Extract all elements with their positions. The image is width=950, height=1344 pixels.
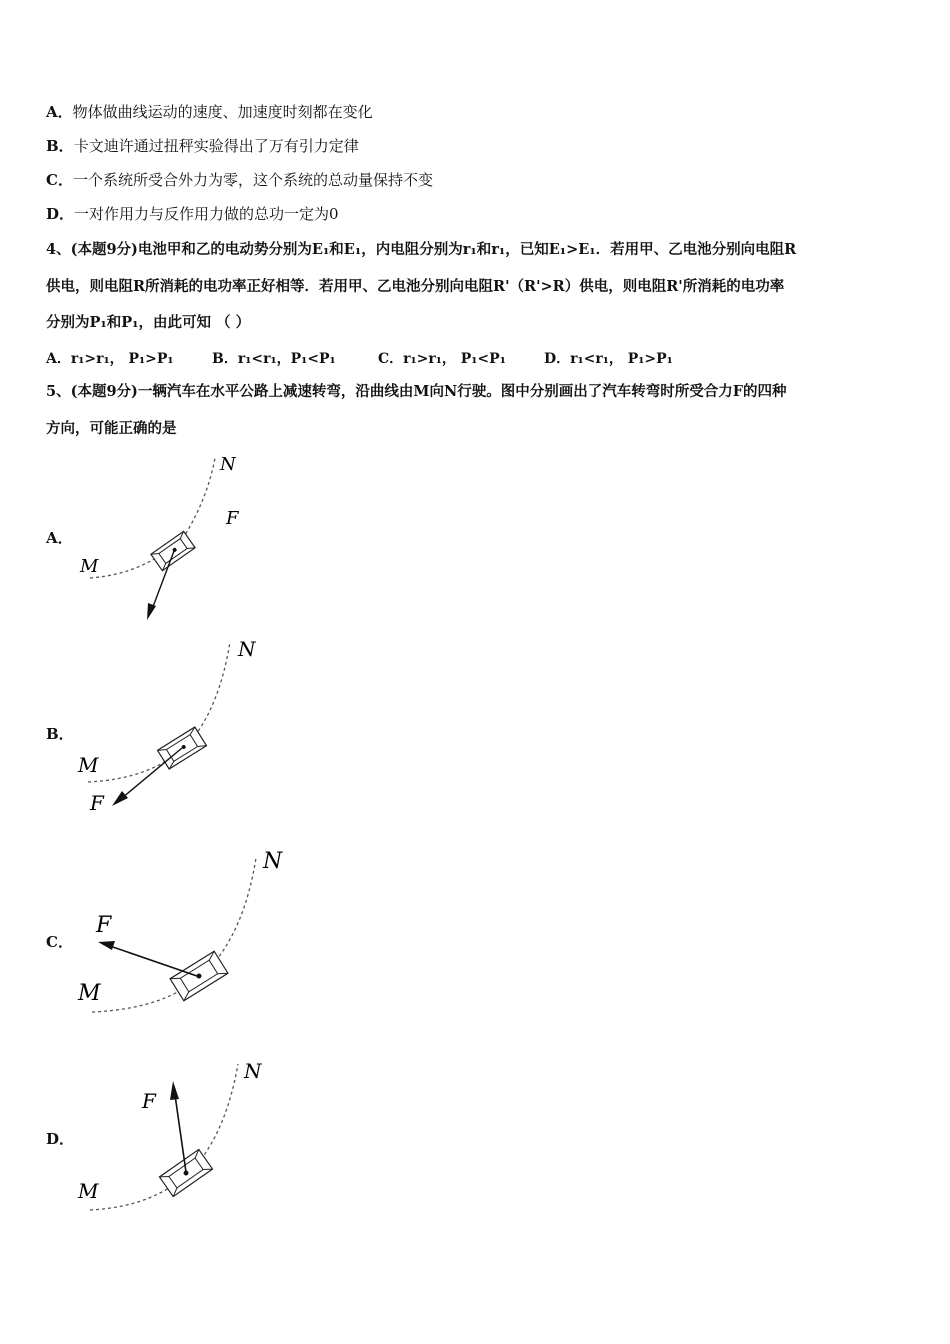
label-n: N: [244, 1059, 262, 1083]
q5-figure-d: [60, 1050, 290, 1230]
q4-choice-c: [378, 348, 544, 368]
q4-choices: [46, 348, 673, 368]
q5-line-2: [46, 419, 177, 439]
label-m: M: [78, 753, 99, 777]
q3-choice-a-text: 物体做曲线运动的速度、加速度时刻都在变化: [72, 103, 373, 121]
label-f: F: [96, 913, 112, 938]
q3-choice-c-label: C．: [46, 171, 73, 189]
q4-choice-c-text: r₁>r₁， P₁<P₁: [403, 351, 506, 367]
q4-choice-d-text: r₁<r₁， P₁>P₁: [570, 351, 673, 367]
force-arrow: [175, 1095, 186, 1172]
q5-option-d-label: D．: [46, 1130, 75, 1148]
label-n: N: [263, 849, 283, 874]
q4-line-2: [46, 277, 784, 297]
label-f: F: [142, 1089, 156, 1113]
q4-choice-b: [212, 348, 378, 368]
q4-choice-d-label: D．: [544, 351, 571, 367]
q3-choice-a: [46, 102, 373, 122]
q3-choice-b: [46, 136, 359, 156]
label-f: F: [90, 791, 104, 815]
q4-line1-text: 电池甲和乙的电动势分别为E₁和E₁，内电阻分别为r₁和r₁，已知E₁>E₁．若用甲、乙电池分别向电阻R: [137, 241, 797, 258]
q5-points: (本题9分): [70, 383, 138, 400]
q3-choice-b-text: 卡文迪许通过扭秤实验得出了万有引力定律: [73, 137, 359, 155]
label-n: N: [220, 454, 236, 475]
q4-choice-b-text: r₁<r₁，P₁<P₁: [237, 351, 336, 367]
curve-path: [88, 642, 230, 782]
q5-option-a-label: A．: [46, 529, 73, 547]
q3-choice-d: [46, 204, 339, 224]
car-icon: [170, 951, 228, 1001]
q3-choice-d-text: 一对作用力与反作用力做的总功一定为0: [74, 205, 339, 223]
force-arrowhead-icon: [147, 603, 156, 620]
q3-choice-c-text: 一个系统所受合外力为零，这个系统的总动量保持不变: [72, 171, 433, 189]
q5-line2-text: 方向，可能正确的是: [46, 420, 177, 437]
force-arrow: [122, 748, 182, 798]
q5-figure-b: [60, 630, 280, 820]
q4-line2-text: 供电，则电阻R所消耗的电功率正好相等．若用甲、乙电池分别向电阻R'（R'>R）供电，则电阻R'所消耗的电功率: [46, 278, 785, 295]
force-arrow: [110, 946, 197, 976]
label-m: M: [78, 1179, 99, 1203]
q4-choice-b-label: B．: [212, 351, 238, 367]
force-arrowhead-icon: [170, 1081, 179, 1100]
force-arrowhead-icon: [98, 941, 115, 950]
curve-path: [92, 858, 256, 1012]
q4-line-3: [46, 313, 250, 333]
q5-option-b-label: B．: [46, 725, 74, 743]
q5-line-1: [46, 382, 787, 402]
q4-line3-text: 分别为P₁和P₁，由此可知 （ ）: [46, 314, 251, 331]
label-f: F: [226, 508, 239, 529]
q3-choice-c: [46, 170, 433, 190]
force-arrowhead-icon: [112, 791, 128, 806]
q4-choice-d: [544, 348, 673, 368]
q4-points: (本题9分): [70, 241, 138, 258]
label-n: N: [238, 637, 256, 661]
q3-choice-a-label: A．: [46, 103, 73, 121]
q3-choice-d-label: D．: [46, 205, 75, 223]
q4-line-1: [46, 240, 796, 260]
label-m: M: [80, 556, 99, 577]
curve-path: [90, 458, 215, 578]
q5-figure-a: [60, 450, 280, 630]
curve-path: [90, 1064, 238, 1210]
q5-number: 5、: [46, 383, 71, 400]
label-m: M: [78, 981, 101, 1006]
q4-choice-a-label: A．: [46, 351, 71, 367]
q4-choice-a-text: r₁>r₁， P₁>P₁: [70, 351, 174, 367]
q5-figure-c: [60, 840, 310, 1030]
car-icon: [151, 531, 195, 570]
q4-number: 4、: [46, 241, 71, 258]
q3-choice-b-label: B．: [46, 137, 74, 155]
q4-choice-c-label: C．: [378, 351, 404, 367]
q5-option-c-label: C．: [46, 933, 73, 951]
q5-line1-text: 一辆汽车在水平公路上减速转弯，沿曲线由M向N行驶。图中分别画出了汽车转弯时所受合力F的四种: [137, 383, 787, 400]
q4-choice-a: [46, 348, 212, 368]
